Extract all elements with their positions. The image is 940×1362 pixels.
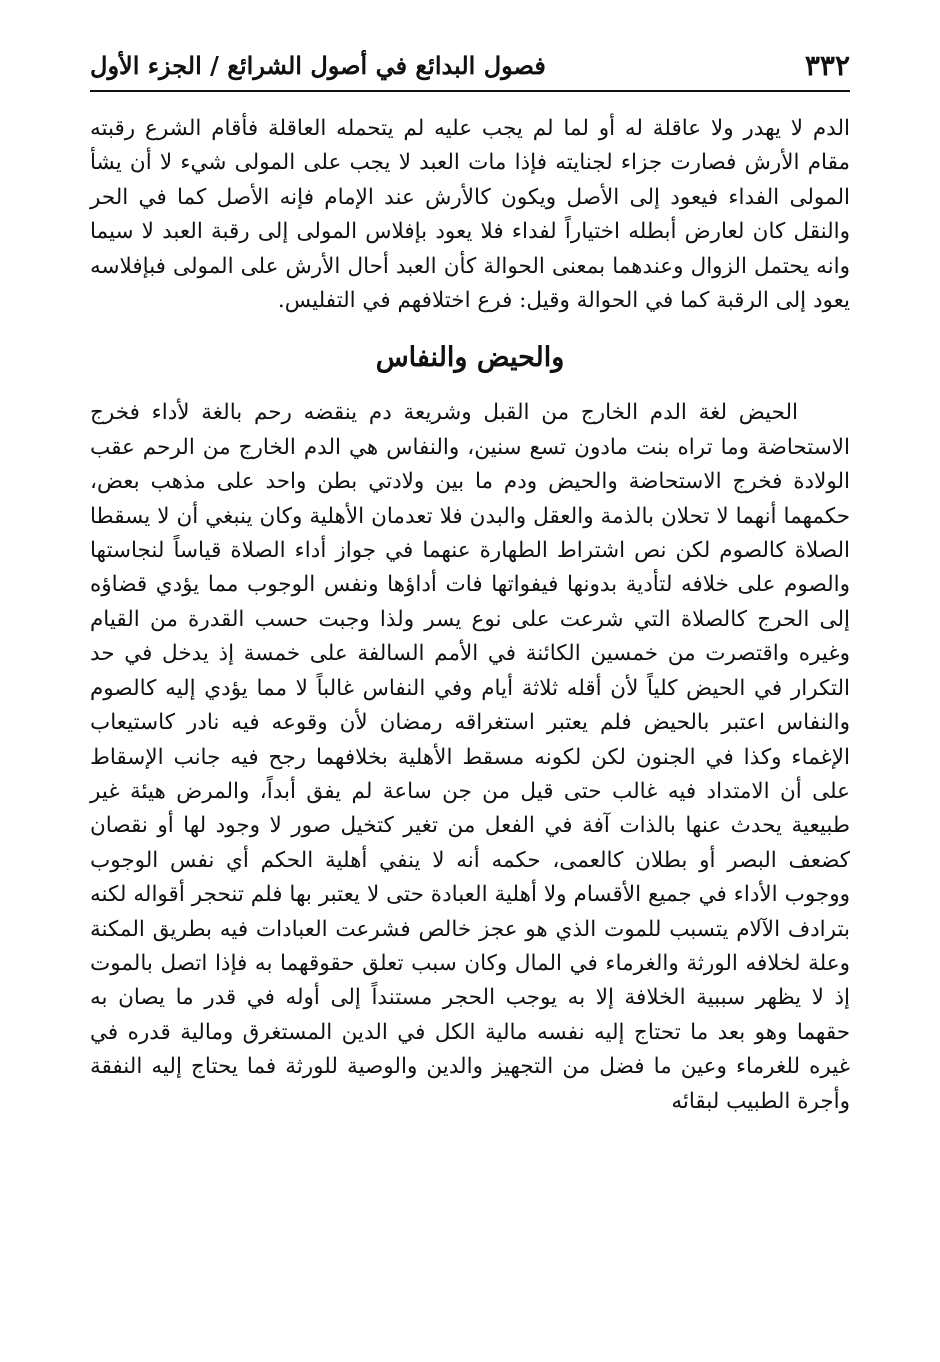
- paragraph-1: الدم لا يهدر ولا عاقلة له أو لما لم يجب عليه لم يتحمله العاقلة فأقام الشرع رقبته مقام الأرش فصارت جزاء لجنايته فإذا مات العبد لا يجب على المولى شيء لا أن يشأ المولى الفداء فيعود إلى الأصل ويكون كالأرش عند الإمام فإنه الأصل كما في الحر والنقل كان لعارض أبطله اختياراً لفداء فلا يعود بإفلاس المولى إلى رقبة العبد لا سيما وانه يحتمل الزوال وعندهما بمعنى الحوالة كأن العبد أحال الأرش على المولى فبإفلاسه يعود إلى الرقبة كما في الحوالة وقيل: فرع اختلافهم في التفليس.: [90, 116, 850, 314]
- section-heading: والحيض والنفاس: [375, 342, 565, 374]
- paragraph-2: الحيض لغة الدم الخارج من القبل وشريعة دم ينقضه رحم بالغة لأداء فخرج الاستحاضة وما تراه بنت مادون تسع سنين، والنفاس هي الدم الخارج من الرحم عقب الولادة فخرج الاستحاضة والحيض ودم ما بين ولادتي بطن واحد على مذهب بعض، حكمهما أنهما لا تحلان بالذمة والعقل والبدن فلا تعدمان الأهلية وكان ينبغي أن لا يسقطا الصلاة كالصوم لكن نص اشتراط الطهارة عنهما في جواز أداء الصلاة قياساً لنجاستها والصوم على خلافه لتأدية بدونها فيفواتها فات أداؤها ونفس الوجوب مما يؤدي قضاؤه إلى الحرج كالصلاة التي شرعت على نوع يسر ولذا وجبت حسب القدرة من القيام وغيره واقتصرت من خمسين الكائنة في الأمم السالفة على خمسة إذ يدخل في حد التكرار في الحيض كلياً لأن أقله ثلاثة أيام وفي النفاس غالباً لا مما يؤدي إليه كالصوم والنفاس اعتبر بالحيض فلم يعتبر استغراقه رمضان لأن وقوعه فيه نادر كاستيعاب الإغماء وكذا في الجنون لكن لكونه مسقط الأهلية بخلافهما رجح فيه جانب الإسقاط على أن الامتداد فيه غالب حتى قيل من جن ساعة لم يفق أبداً، والمرض هيئة غير طبيعية يحدث عنها بالذات آفة في الفعل من تغير كتخيل صور لا وجود لها أو نقصان كضعف البصر أو بطلان كالعمى، حكمه أنه لا ينفي أهلية الحكم أي نفس الوجوب ووجوب الأداء في جميع الأقسام ولا أهلية العبادة حتى لا يعتبر بها فلم تنحجر أقواله لكنه بترادف الآلام يتسبب للموت الذي هو عجز خالص فشرعت العبادات فيه بطريق المكنة وعلة لخلافه الورثة والغرماء في المال وكان سبب تعلق حقوقهما به فإذا اتصل بالموت إذ لا يظهر سببية الخلافة إلا به يوجب الحجر مستنداً إلى أوله في قدر ما يصان به حقهما وهو بعد ما تحتاج إليه نفسه مالية الكل في الدين المستغرق ومالية قدره في غيره للغرماء وعين ما فضل من التجهيز والدين والوصية للورثة فما يحتاج إليه النفقة وأجرة الطبيب لبقائه: [90, 400, 850, 1114]
- running-title: فصول البدائع في أصول الشرائع / الجزء الأول: [90, 50, 546, 80]
- body-text: [90, 112, 850, 1119]
- page-number: ٣٣٢: [804, 48, 850, 82]
- page-header: [90, 40, 850, 92]
